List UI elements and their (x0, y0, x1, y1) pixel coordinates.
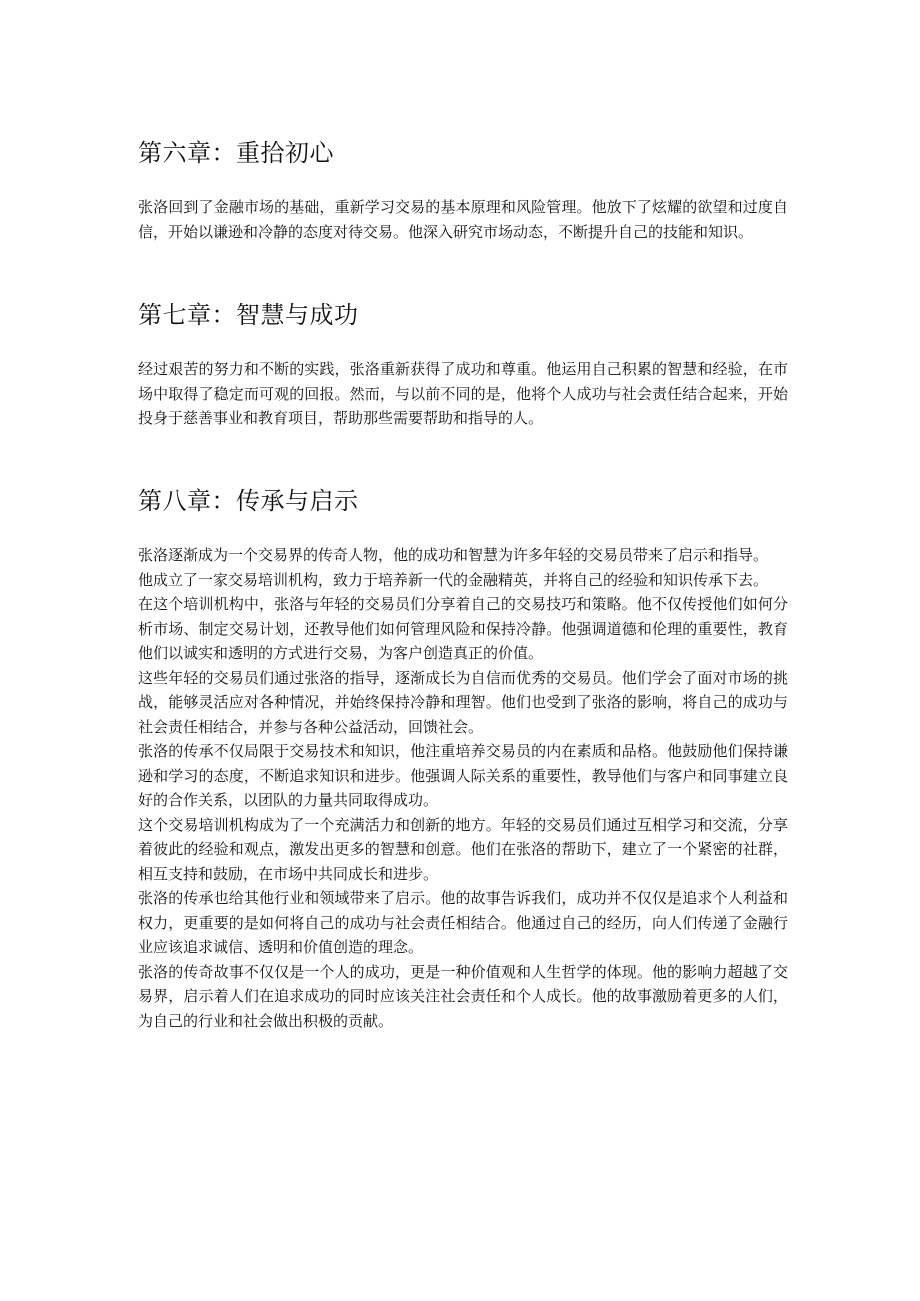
chapter-8-paragraph: 这些年轻的交易员们通过张洛的指导，逐渐成长为自信而优秀的交易员。他们学会了面对市场的挑战，能够灵活应对各种情况，并始终保持冷静和理智。他们也受到了张洛的影响，将自己的成功与社会责任相结合，并参与各种公益活动，回馈社会。 (138, 668, 788, 736)
chapter-6-title: 第六章：重拾初心 (138, 139, 334, 167)
chapter-7-body (138, 357, 788, 431)
chapter-8-paragraph: 这个交易培训机构成为了一个充满活力和创新的地方。年轻的交易员们通过互相学习和交流，分享着彼此的经验和观点，激发出更多的智慧和创意。他们在张洛的帮助下，建立了一个紧密的社群，相互支持和鼓励，在市场中共同成长和进步。 (138, 815, 788, 883)
chapter-8-paragraph: 张洛的传承不仅局限于交易技术和知识，他注重培养交易员的内在素质和品格。他鼓励他们保持谦逊和学习的态度，不断追求知识和进步。他强调人际关系的重要性，教导他们与客户和同事建立良好的合作关系，以团队的力量共同取得成功。 (138, 742, 788, 809)
chapter-8-paragraph: 在这个培训机构中，张洛与年轻的交易员们分享着自己的交易技巧和策略。他不仅传授他们如何分析市场、制定交易计划，还教导他们如何管理风险和保持冷静。他强调道德和伦理的重要性，教育他们以诚实和透明的方式进行交易，为客户创造真正的价值。 (138, 595, 788, 662)
chapter-6-body (138, 195, 788, 244)
chapter-8-paragraph: 他成立了一家交易培训机构，致力于培养新一代的金融精英，并将自己的经验和知识传承下去。 (138, 570, 769, 589)
chapter-8-paragraph: 张洛的传奇故事不仅仅是一个人的成功，更是一种价值观和人生哲学的体现。他的影响力超越了交易界，启示着人们在追求成功的同时应该关注社会责任和个人成长。他的故事激励着更多的人们，为自己的行业和社会做出积极的贡献。 (138, 962, 788, 1030)
chapter-6-paragraph: 张洛回到了金融市场的基础，重新学习交易的基本原理和风险管理。他放下了炫耀的欲望和过度自信，开始以谦逊和冷静的态度对待交易。他深入研究市场动态，不断提升自己的技能和知识。 (138, 198, 788, 241)
chapter-8-title: 第八章：传承与启示 (138, 487, 359, 515)
chapter-8-paragraph: 张洛的传承也给其他行业和领域带来了启示。他的故事告诉我们，成功并不仅仅是追求个人利益和权力，更重要的是如何将自己的成功与社会责任相结合。他通过自己的经历，向人们传递了金融行业应该追求诚信、透明和价值创造的理念。 (138, 889, 788, 956)
chapter-7-title: 第七章：智慧与成功 (138, 301, 359, 329)
chapter-8-paragraph: 张洛逐渐成为一个交易界的传奇人物，他的成功和智慧为许多年轻的交易员带来了启示和指导。 (138, 546, 769, 564)
chapter-8-body (138, 543, 788, 1033)
chapter-7-paragraph: 经过艰苦的努力和不断的实践，张洛重新获得了成功和尊重。他运用自己积累的智慧和经验，在市场中取得了稳定而可观的回报。然而，与以前不同的是，他将个人成功与社会责任结合起来，开始投身于慈善事业和教育项目，帮助那些需要帮助和指导的人。 (138, 360, 788, 427)
